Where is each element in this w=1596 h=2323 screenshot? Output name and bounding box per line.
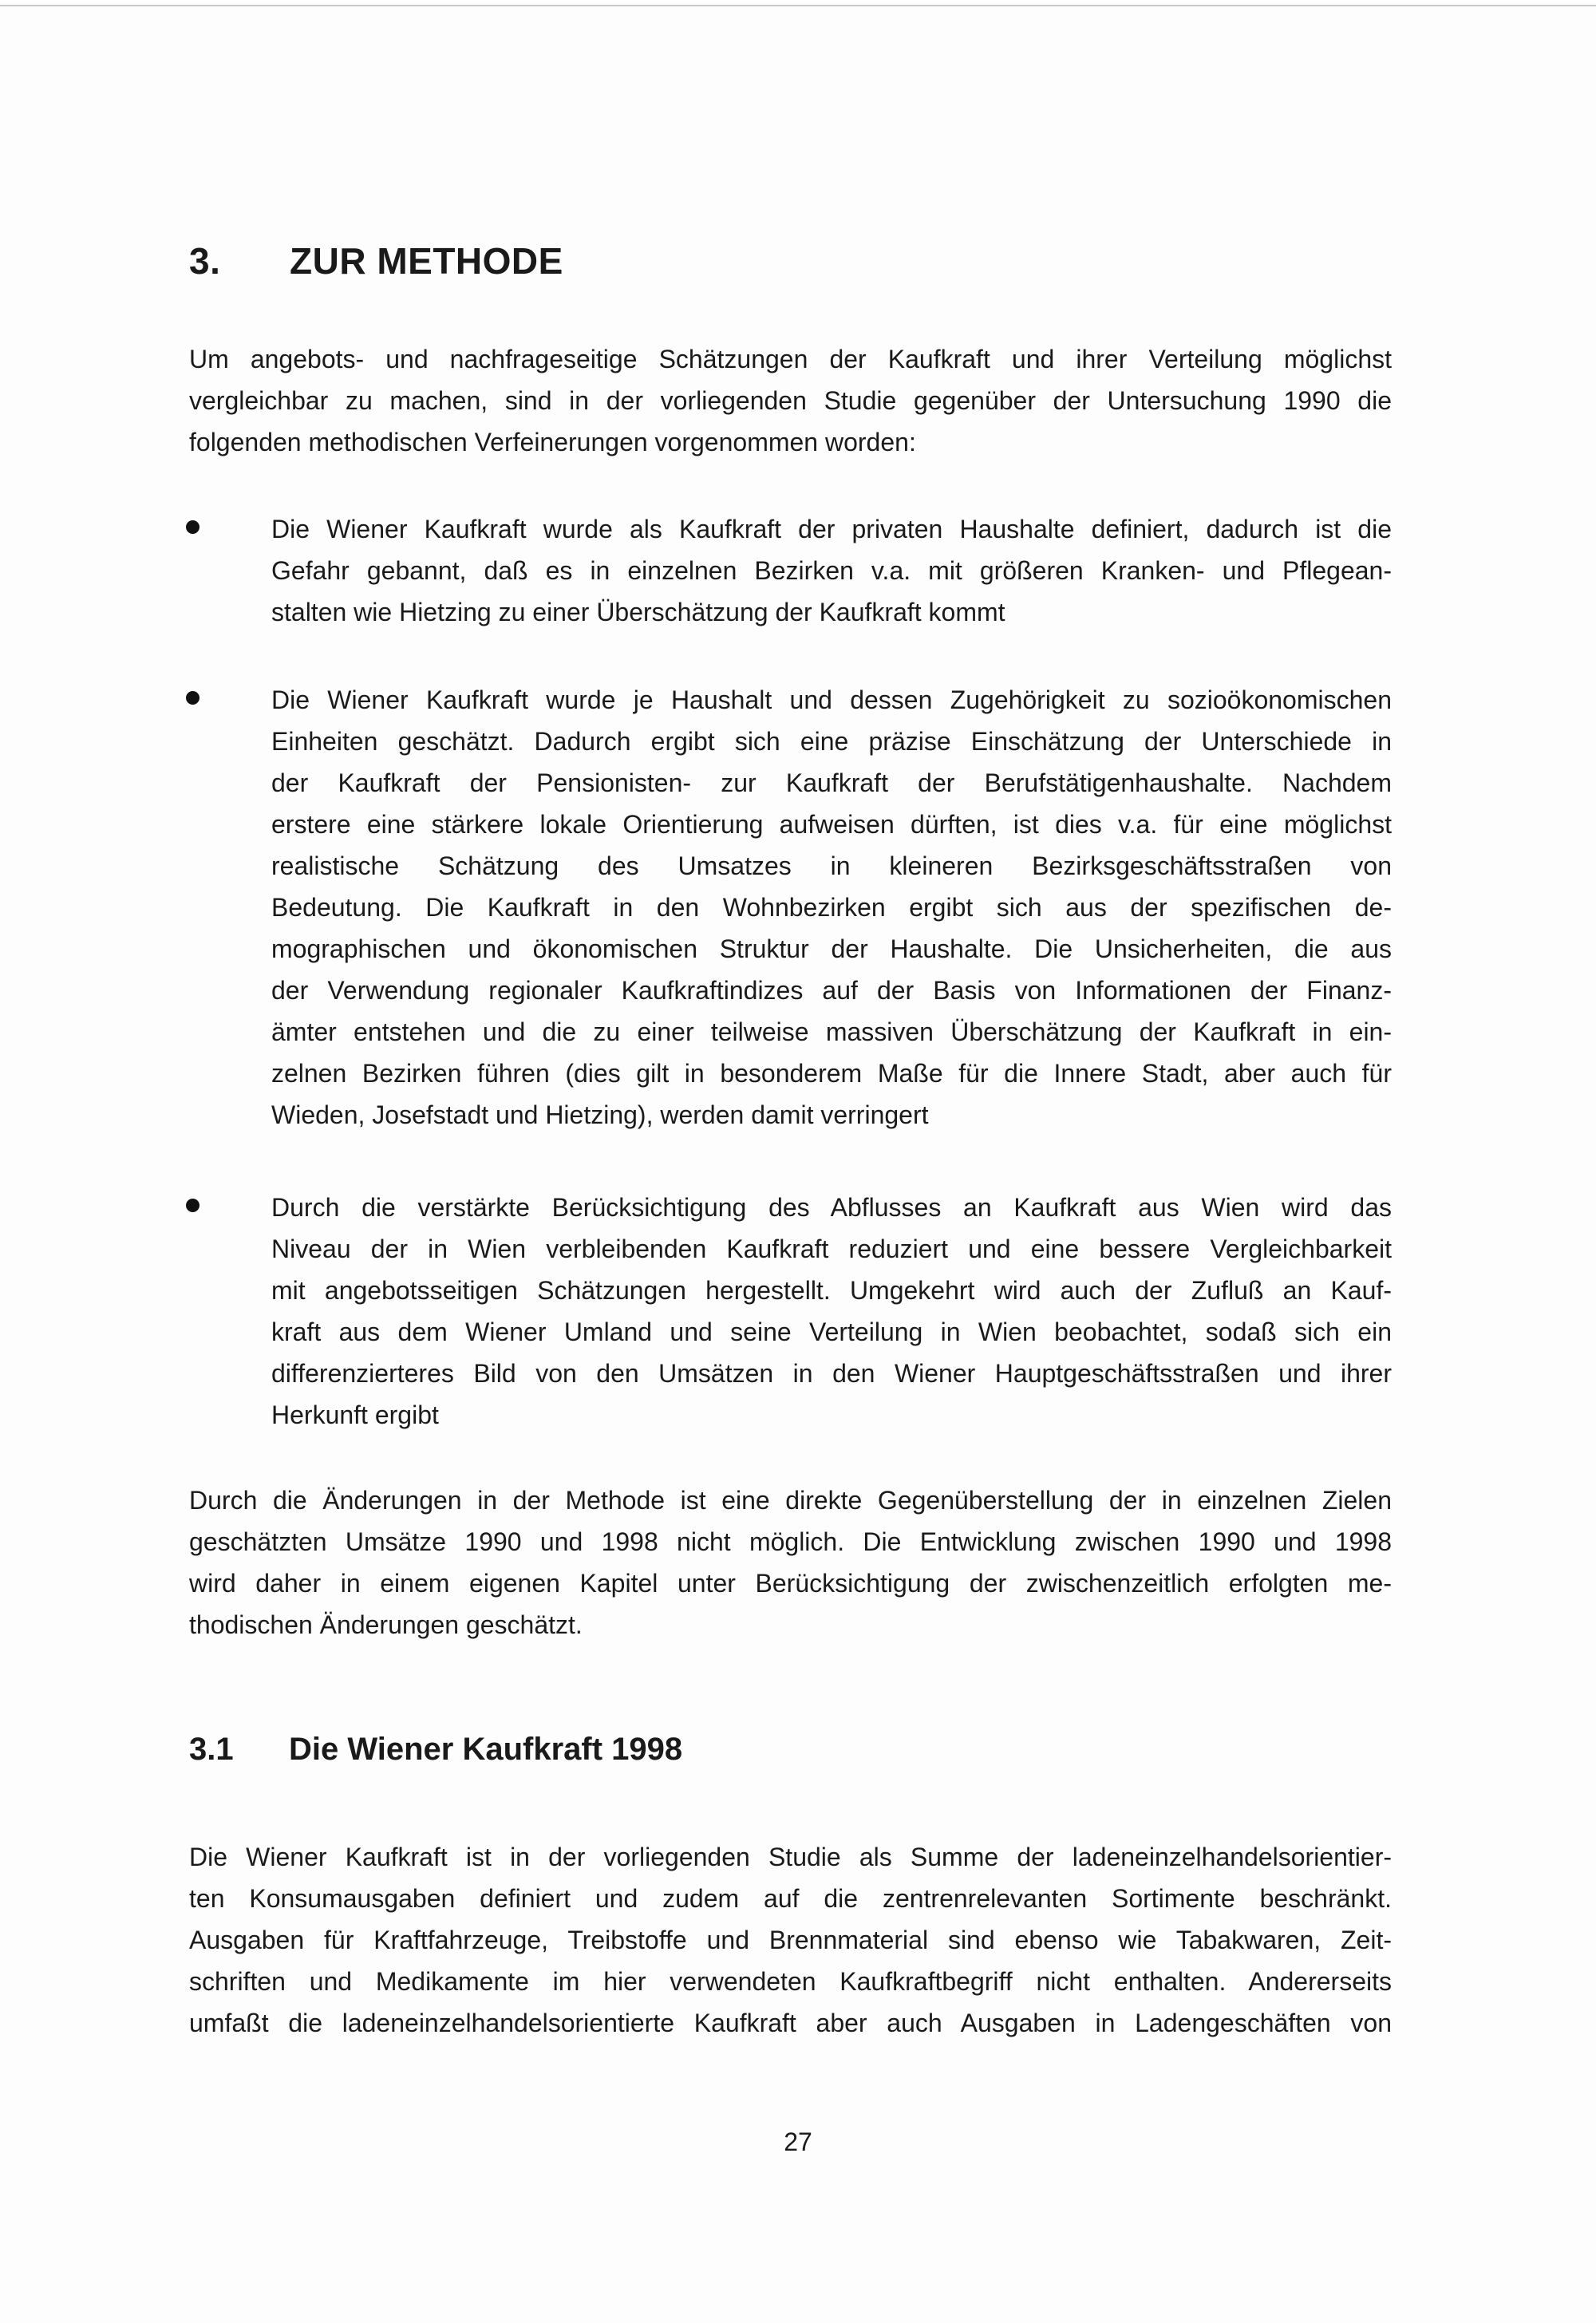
text-line: Durch die verstärkte Berücksichtigung des Abflusses an Kaufkraft aus Wien wird das: [271, 1193, 1392, 1222]
text-line: Um angebots- und nachfrageseitige Schätzungen der Kaufkraft und ihrer Verteilung möglichst: [189, 345, 1392, 373]
text-line: der Kaufkraft der Pensionisten- zur Kaufkraft der Berufstätigenhaushalte. Nachdem: [271, 768, 1392, 797]
text-line: mographischen und ökonomischen Struktur der Haushalte. Die Unsicherheiten, die aus: [271, 934, 1392, 963]
bullet-item: [271, 1187, 1392, 1436]
text-line: stalten wie Hietzing zu einer Überschätzung der Kaufkraft kommt: [271, 598, 1005, 626]
text-line: zelnen Bezirken führen (dies gilt in besonderem Maße für die Innere Stadt, aber auch für: [271, 1059, 1392, 1088]
text-line: Die Wiener Kaufkraft wurde als Kaufkraft der privaten Haushalte definiert, dadurch ist die: [271, 515, 1392, 543]
text-line: Herkunft ergibt: [271, 1401, 439, 1429]
section-heading: [189, 1732, 682, 1768]
chapter-heading: [189, 239, 563, 282]
text-line: Wieden, Josefstadt und Hietzing), werden damit verringert: [271, 1100, 929, 1129]
text-line: vergleichbar zu machen, sind in der vorliegenden Studie gegenüber der Untersuchung 1990 die: [189, 386, 1392, 415]
bullet-icon: [186, 1199, 200, 1212]
text-line: Einheiten geschätzt. Dadurch ergibt sich eine präzise Einschätzung der Unterschiede in: [271, 727, 1392, 756]
section-paragraph: [189, 1836, 1392, 2044]
conclusion-paragraph: [189, 1480, 1392, 1645]
text-line: Durch die Änderungen in der Methode ist eine direkte Gegenüberstellung der in einzelnen Zielen: [189, 1486, 1392, 1515]
bullet-item: [271, 679, 1392, 1136]
intro-paragraph: [189, 338, 1392, 463]
text-line: Gefahr gebannt, daß es in einzelnen Bezirken v.a. mit größeren Kranken- und Pflegean-: [271, 556, 1392, 585]
bullet-item: [271, 508, 1392, 633]
text-line: umfaßt die ladeneinzelhandelsorientierte Kaufkraft aber auch Ausgaben in Ladengeschäften von: [189, 2009, 1392, 2037]
text-line: mit angebotsseitigen Schätzungen hergestellt. Umgekehrt wird auch der Zufluß an Kauf-: [271, 1276, 1392, 1305]
text-line: realistische Schätzung des Umsatzes in kleineren Bezirksgeschäftsstraßen von: [271, 851, 1392, 880]
chapter-title: ZUR METHODE: [290, 240, 563, 282]
text-line: Bedeutung. Die Kaufkraft in den Wohnbezirken ergibt sich aus der spezifischen de-: [271, 893, 1392, 922]
text-line: geschätzten Umsätze 1990 und 1998 nicht möglich. Die Entwicklung zwischen 1990 und 1998: [189, 1527, 1392, 1556]
text-line: Niveau der in Wien verbleibenden Kaufkraft reduziert und eine bessere Vergleichbarkeit: [271, 1235, 1392, 1263]
section-title: Die Wiener Kaufkraft 1998: [289, 1732, 683, 1767]
scan-edge-line: [0, 5, 1596, 6]
page-number: 27: [784, 2127, 812, 2156]
text-line: thodischen Änderungen geschätzt.: [189, 1610, 583, 1639]
section-number: 3.1: [189, 1732, 234, 1767]
text-line: erstere eine stärkere lokale Orientierung aufweisen dürften, ist dies v.a. für eine möglichst: [271, 810, 1392, 839]
text-line: ten Konsumausgaben definiert und zudem auf die zentrenrelevanten Sortimente beschränkt.: [189, 1884, 1392, 1913]
text-line: folgenden methodischen Verfeinerungen vorgenommen worden:: [189, 428, 916, 456]
bullet-icon: [186, 691, 200, 705]
text-line: schriften und Medikamente im hier verwendeten Kaufkraftbegriff nicht enthalten. Andererseits: [189, 1967, 1392, 1996]
text-line: der Verwendung regionaler Kaufkraftindizes auf der Basis von Informationen der Finanz-: [271, 976, 1392, 1005]
text-line: Die Wiener Kaufkraft ist in der vorliegenden Studie als Summe der ladeneinzelhandelsorientier-: [189, 1843, 1392, 1871]
text-line: wird daher in einem eigenen Kapitel unter Berücksichtigung der zwischenzeitlich erfolgten me-: [189, 1569, 1392, 1598]
text-line: ämter entstehen und die zu einer teilweise massiven Überschätzung der Kaufkraft in ein-: [271, 1017, 1392, 1046]
chapter-number: 3.: [189, 240, 221, 282]
text-line: kraft aus dem Wiener Umland und seine Verteilung in Wien beobachtet, sodaß sich ein: [271, 1318, 1392, 1346]
text-line: differenzierteres Bild von den Umsätzen in den Wiener Hauptgeschäftsstraßen und ihrer: [271, 1359, 1392, 1388]
text-line: Die Wiener Kaufkraft wurde je Haushalt und dessen Zugehörigkeit zu sozioökonomischen: [271, 685, 1392, 714]
bullet-icon: [186, 520, 200, 534]
text-line: Ausgaben für Kraftfahrzeuge, Treibstoffe und Brennmaterial sind ebenso wie Tabakwaren, Zeit-: [189, 1926, 1392, 1954]
